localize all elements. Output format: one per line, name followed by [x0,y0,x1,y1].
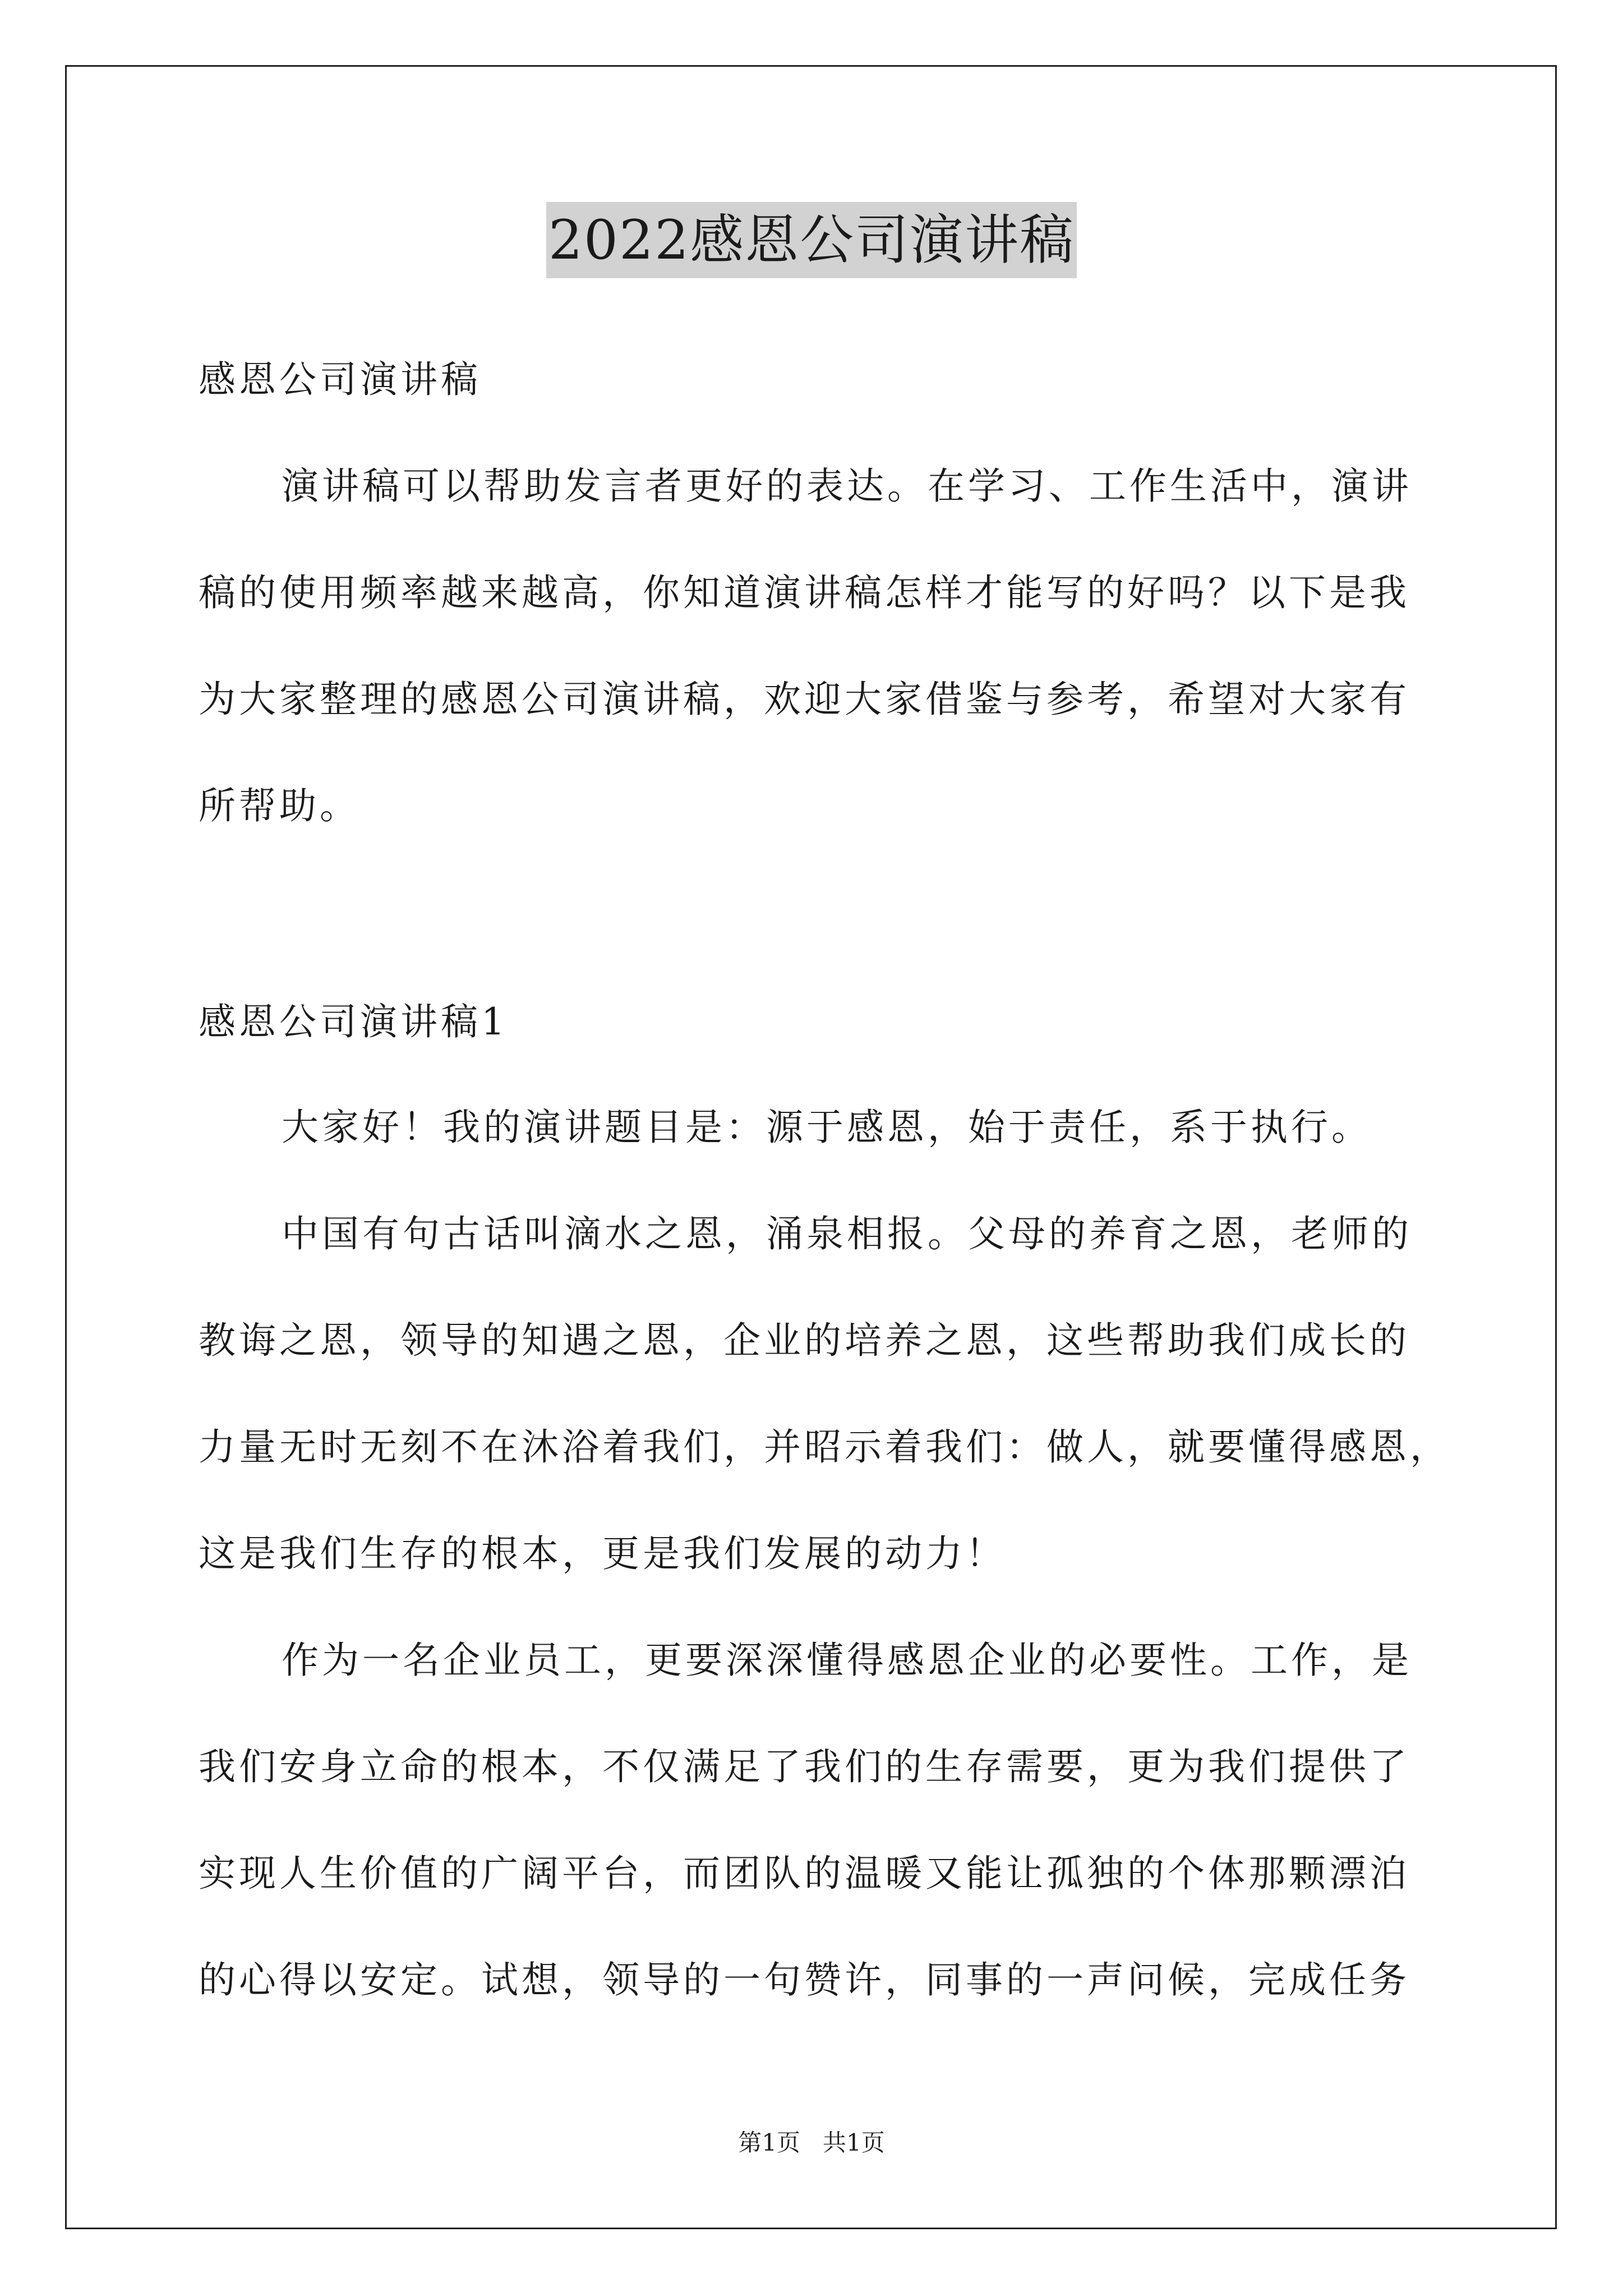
paragraph-line: 力量无时无刻不在沐浴着我们，并昭示着我们：做人，就要懂得感恩， [199,1425,1450,1469]
paragraph-line: 实现人生价值的广阔平台，而团队的温暖又能让孤独的个体那颗漂泊 [199,1852,1410,1895]
section-heading: 感恩公司演讲稿1 [199,1000,508,1043]
paragraph-line: 我们安身立命的根本，不仅满足了我们的生存需要，更为我们提供了 [199,1745,1410,1788]
intro-line: 所帮助。 [199,784,360,827]
page-number: 第1页 共1页 [738,2129,885,2156]
intro-line: 演讲稿可以帮助发言者更好的表达。在学习、工作生活中，演讲 [282,464,1412,508]
paragraph-line: 作为一名企业员工，更要深深懂得感恩企业的必要性。工作，是 [282,1639,1412,1682]
paragraph-line: 教诲之恩，领导的知遇之恩，企业的培养之恩，这些帮助我们成长的 [199,1319,1410,1362]
document-title [0,202,1623,278]
document-title-text: 2022感恩公司演讲稿 [546,202,1077,278]
intro-line: 为大家整理的感恩公司演讲稿，欢迎大家借鉴与参考，希望对大家有 [199,678,1410,721]
paragraph-line: 大家好！我的演讲题目是：源于感恩，始于责任，系于执行。 [282,1106,1372,1149]
page-footer [0,2126,1623,2160]
paragraph-line: 中国有句古话叫滴水之恩，涌泉相报。父母的养育之恩，老师的 [282,1212,1412,1255]
intro-line: 稿的使用频率越来越高，你知道演讲稿怎样才能写的好吗？以下是我 [199,571,1410,614]
paragraph-line: 这是我们生存的根本，更是我们发展的动力！ [199,1532,1006,1575]
paragraph-line: 的心得以安定。试想，领导的一句赞许，同事的一声问候，完成任务 [199,1958,1410,2001]
document-subtitle: 感恩公司演讲稿 [199,358,481,401]
